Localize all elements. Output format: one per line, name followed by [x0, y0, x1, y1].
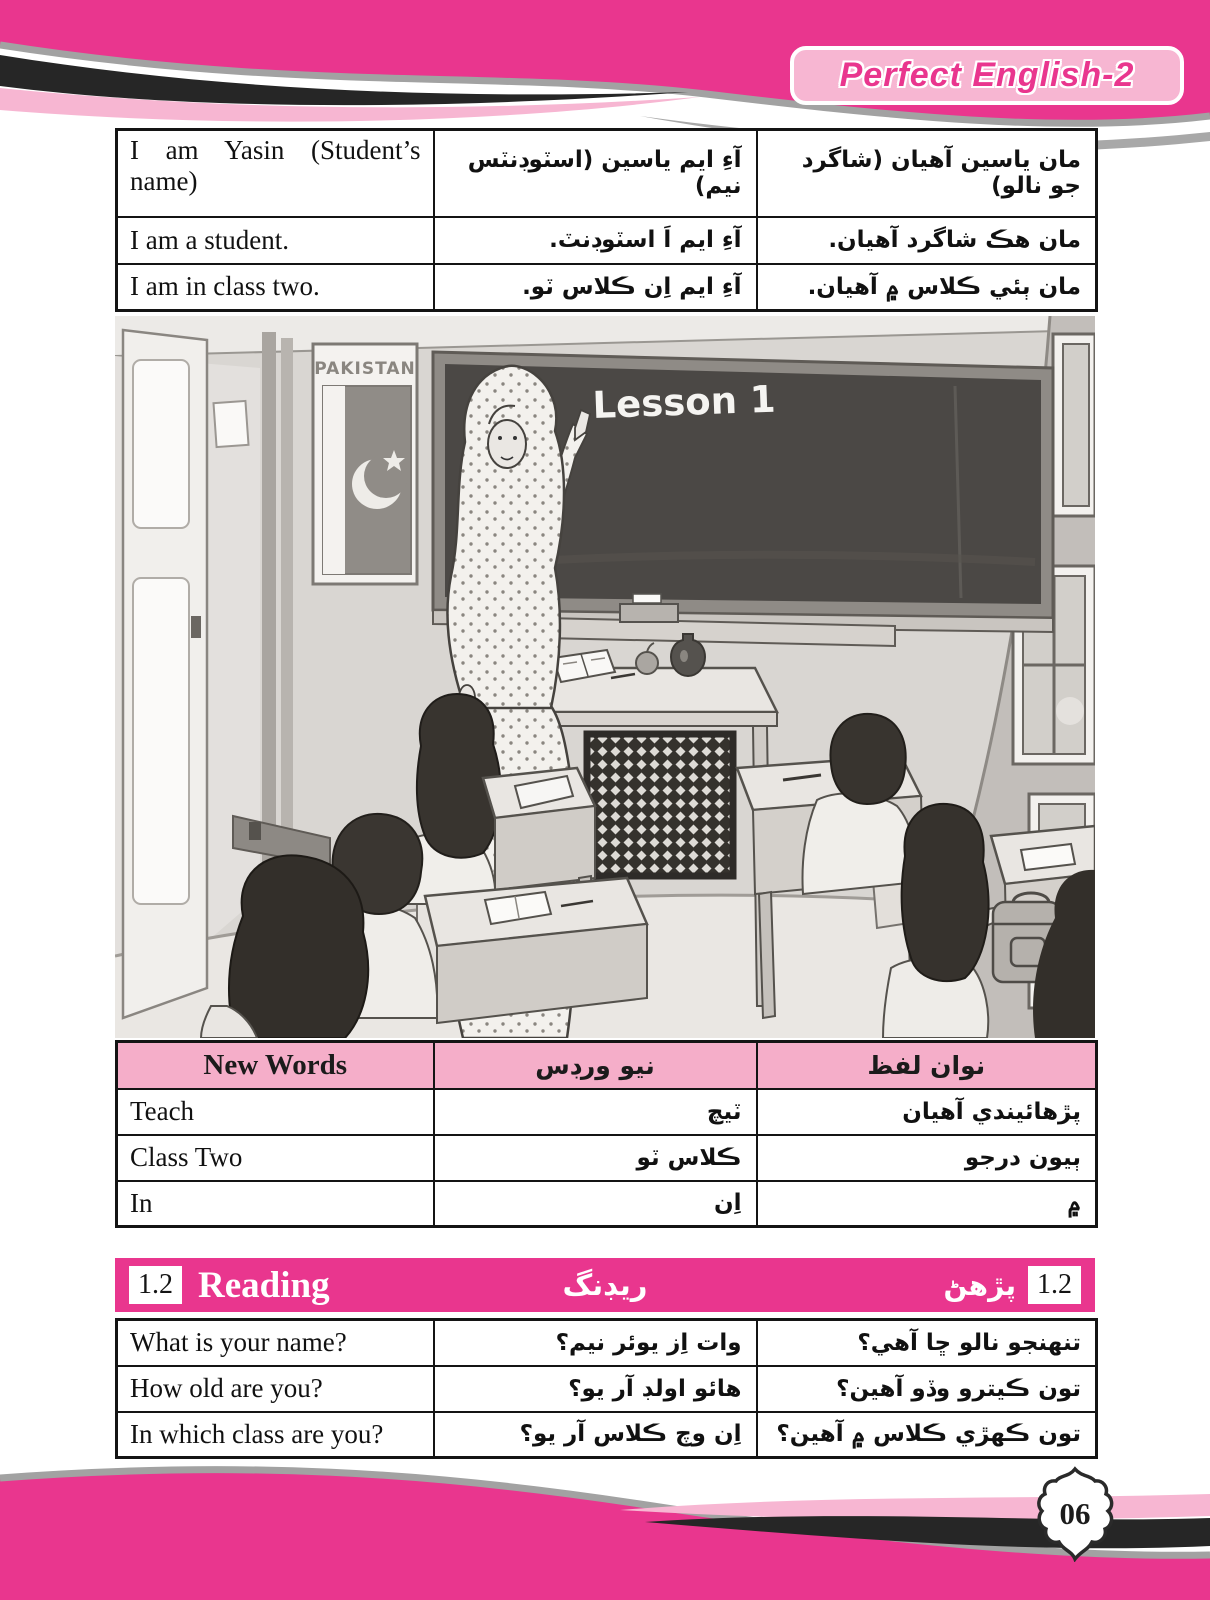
reading-table	[115, 1318, 1098, 1459]
reading-english: How old are you?	[117, 1366, 434, 1412]
door-handle	[191, 616, 201, 638]
table-row	[117, 1089, 1097, 1135]
poster-caption: PAKISTAN	[314, 359, 416, 379]
new-words-header-english: New Words	[117, 1042, 434, 1089]
vocab-sindhi: مان ٻئي ڪلاس ۾ آهيان.	[757, 264, 1097, 311]
classroom-illustration	[115, 316, 1095, 1038]
student-desk	[425, 878, 647, 1023]
student-hair	[830, 714, 905, 804]
section-number: 1.2	[1028, 1266, 1081, 1304]
book-title-banner	[790, 46, 1184, 105]
student-hair	[417, 694, 501, 858]
vocab-transliteration: آءِ ايم ياسين (اسٽوڊنٽس نيم)	[434, 130, 757, 217]
window	[1053, 334, 1095, 516]
reading-section-banner	[115, 1258, 1095, 1312]
teacher-face	[488, 420, 526, 468]
reading-english: In which class are you?	[117, 1412, 434, 1458]
reading-transliteration: وات اِز يوئر نيم؟	[434, 1320, 757, 1366]
vocab-transliteration: آءِ ايم اِن ڪلاس ٽو.	[434, 264, 757, 311]
vocab-sindhi: مان ياسين آهيان (شاگرد جو نالو)	[757, 130, 1097, 217]
word-sindhi: ٻيون درجو	[757, 1135, 1097, 1181]
new-words-table	[115, 1040, 1098, 1228]
desk-mesh-panel	[587, 734, 733, 876]
board-text: Lesson 1	[591, 377, 777, 427]
wall-sign	[214, 401, 249, 447]
word-sindhi: ۾	[757, 1181, 1097, 1227]
new-words-header-sindhi: نوان لفظ	[757, 1042, 1097, 1089]
reading-transliteration: اِن وچ ڪلاس آر يو؟	[434, 1412, 757, 1458]
vocab-english: I am in class two.	[117, 264, 434, 311]
word-transliteration: ٽيچ	[434, 1089, 757, 1135]
reading-transliteration: هائو اولڊ آر يو؟	[434, 1366, 757, 1412]
table-row	[117, 1135, 1097, 1181]
section-number: 1.2	[129, 1266, 182, 1304]
table-row	[117, 1366, 1097, 1412]
flag-hoist	[323, 386, 345, 574]
section-title-sindhi: پڙهڻ	[943, 1268, 1016, 1302]
vocab-sindhi: مان هڪ شاگرد آهيان.	[757, 217, 1097, 264]
reading-sindhi: تون ڪهڙي ڪلاس ۾ آهين؟	[757, 1412, 1097, 1458]
table-row	[117, 217, 1097, 264]
word-sindhi: پڙهائيندي آهيان	[757, 1089, 1097, 1135]
vocabulary-table	[115, 128, 1098, 312]
vocab-transliteration: آءِ ايم اَ اسٽوڊنٽ.	[434, 217, 757, 264]
teacher-headscarf	[447, 366, 564, 708]
student-hair	[902, 804, 989, 981]
new-words-header-transliteration: نيو ورڊس	[434, 1042, 757, 1089]
reading-sindhi: تنهنجو نالو ڇا آهي؟	[757, 1320, 1097, 1366]
page-number-badge	[1036, 1466, 1114, 1562]
vocab-english: I am Yasin (Student’s name)	[117, 130, 434, 217]
word-english: Class Two	[117, 1135, 434, 1181]
footer-wave-banner	[0, 1462, 1210, 1600]
word-english: Teach	[117, 1089, 434, 1135]
section-title-english: Reading	[198, 1264, 330, 1306]
word-transliteration: اِن	[434, 1181, 757, 1227]
reading-english: What is your name?	[117, 1320, 434, 1366]
word-english: In	[117, 1181, 434, 1227]
page-number: 06	[1059, 1496, 1091, 1531]
table-row	[117, 1412, 1097, 1458]
vocab-english: I am a student.	[117, 217, 434, 264]
table-row	[117, 1181, 1097, 1227]
table-header-row	[117, 1042, 1097, 1089]
book-title: Perfect English-2	[839, 56, 1135, 94]
table-row	[117, 1320, 1097, 1366]
reading-sindhi: تون ڪيترو وڏو آهين؟	[757, 1366, 1097, 1412]
table-row	[117, 264, 1097, 311]
table-row	[117, 130, 1097, 217]
section-title-transliteration: ريڊنگ	[562, 1268, 648, 1302]
word-transliteration: ڪلاس ٽو	[434, 1135, 757, 1181]
pakistan-flag-poster	[313, 344, 417, 584]
